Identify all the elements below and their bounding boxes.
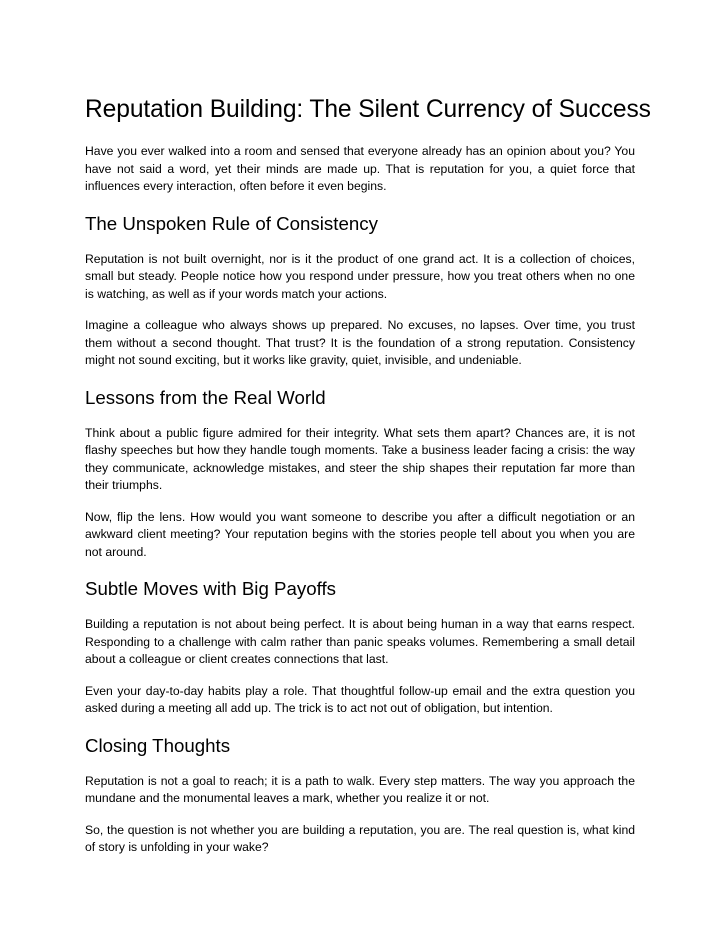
section-heading: Lessons from the Real World	[85, 386, 326, 408]
section-paragraph: Think about a public figure admired for their integrity. What sets them apart? Chances are, it is not flashy speeches but how they handle tough moments. Take a business leader facing a crisis: the way they communicate, acknowledge mistakes, and steer the ship shapes their reputation far more than their triumphs.	[85, 425, 635, 492]
section-real-world	[85, 384, 635, 562]
section-closing-thoughts	[85, 732, 635, 857]
section-paragraph: So, the question is not whether you are building a reputation, you are. The real question is, what kind of story is unfolding in your wake?	[85, 822, 635, 854]
intro-paragraph: Have you ever walked into a room and sensed that everyone already has an opinion about you? You have not said a word, yet their minds are made up. That is reputation for you, a quiet force that influences every interaction, often before it even begins.	[85, 144, 635, 193]
section-heading: Subtle Moves with Big Payoffs	[85, 578, 337, 599]
section-paragraph: Reputation is not a goal to reach; it is a path to walk. Every step matters. The way you approach the mundane and the monumental leaves a mark, whether you realize it or not.	[85, 773, 635, 805]
section-consistency	[85, 210, 635, 370]
section-paragraph: Even your day-to-day habits play a role. That thoughtful follow-up email and the extra question you asked during a meeting all add up. The trick is to act not out of obligation, but intention.	[85, 683, 635, 715]
document-title: Reputation Building: The Silent Currency of Success	[85, 96, 651, 123]
section-heading: The Unspoken Rule of Consistency	[85, 212, 378, 234]
section-paragraph: Reputation is not built overnight, nor is it the product of one grand act. It is a collection of choices, small but steady. People notice how you respond under pressure, how you treat others when no one is watching, as well as if your words match your actions.	[85, 251, 635, 301]
document-page	[85, 92, 651, 871]
section-paragraph: Now, flip the lens. How would you want someone to describe you after a difficult negotiation or an awkward client meeting? Your reputation begins with the stories people tell about you when you are not around.	[85, 509, 635, 559]
section-paragraph: Imagine a colleague who always shows up prepared. No excuses, no lapses. Over time, you trust them without a second thought. That trust? It is the foundation of a strong reputation. Consistency might not sound exciting, but it works like gravity, quiet, invisible, and undeniable.	[85, 318, 635, 367]
section-heading: Closing Thoughts	[85, 734, 231, 756]
section-paragraph: Building a reputation is not about being perfect. It is about being human in a way that earns respect. Responding to a challenge with calm rather than panic speaks volumes. Remembering a small detail about a colleague or client creates connections that last.	[85, 617, 635, 666]
section-subtle-moves	[85, 575, 635, 718]
